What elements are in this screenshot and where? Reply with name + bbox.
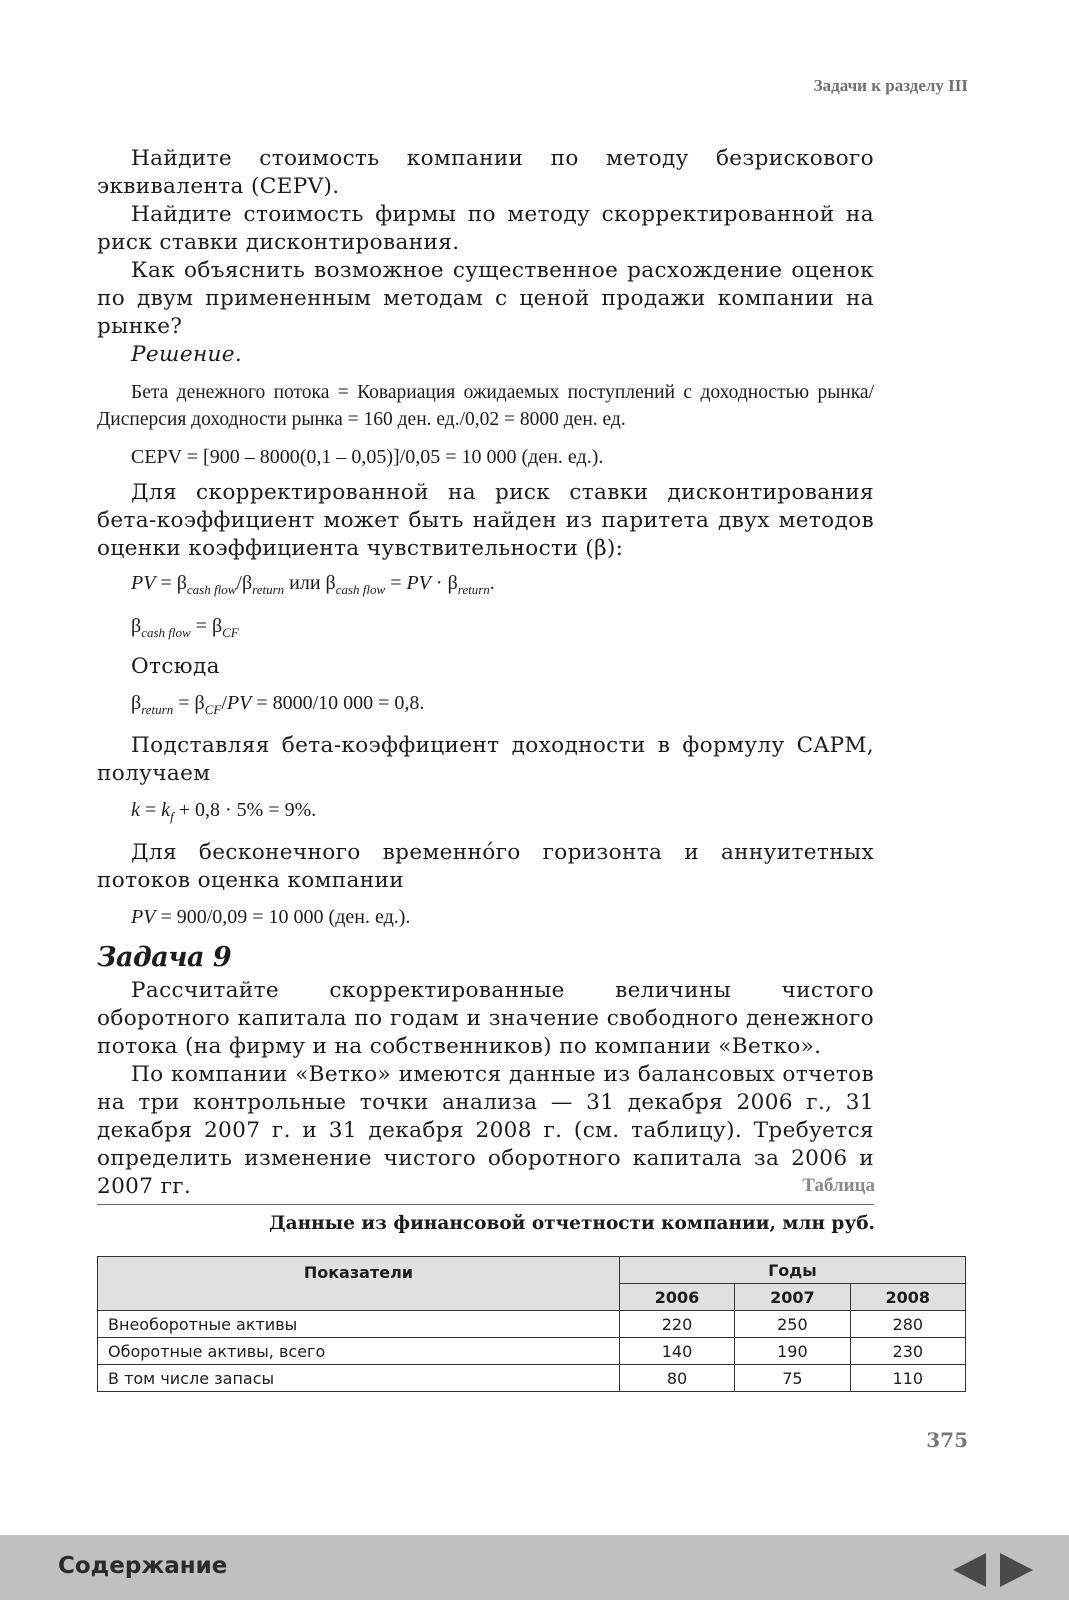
paragraph: Отсюда bbox=[131, 654, 220, 679]
footer-nav-bar bbox=[0, 1535, 1069, 1600]
table-label: Таблица bbox=[802, 1175, 875, 1196]
formula-parity: PV = $\beta_{cash flow}/\beta_{return}$ или $\beta_{cash flow}$ = PV · $\beta_{return}$. bbox=[131, 572, 495, 597]
formula-beta-cf: $\beta_{cash flow} = \beta_{CF}$ bbox=[131, 615, 239, 640]
row-name: В том числе запасы bbox=[98, 1365, 620, 1392]
paragraph: Найдите стоимость фирмы по методу скорректированной на риск ставки дисконтирования. bbox=[97, 202, 874, 255]
cell-value: 250 bbox=[735, 1311, 850, 1338]
financial-table bbox=[97, 1256, 966, 1392]
prev-page-arrow-icon[interactable] bbox=[953, 1553, 986, 1587]
table-row bbox=[98, 1311, 966, 1338]
paragraph: Для скорректированной на риск ставки дисконтирования бета-коэффициент может быть найден из паритета двух методов оценки коэффициента чувствительности (β): bbox=[97, 480, 874, 561]
paragraph: Найдите стоимость компании по методу безрискового эквивалента (CEPV). bbox=[97, 146, 874, 199]
running-head: Задачи к разделу III bbox=[813, 76, 968, 95]
year-header: 2006 bbox=[619, 1284, 734, 1311]
formula-capm: $k = k_f + 0,8 \cdot 5\% = 9\%$. bbox=[131, 799, 317, 824]
task-title: Задача 9 bbox=[97, 942, 232, 973]
paragraph: Подставляя бета-коэффициент доходности в формулу CAPM, получаем bbox=[97, 733, 874, 786]
cell-value: 190 bbox=[735, 1338, 850, 1365]
year-header: 2008 bbox=[850, 1284, 965, 1311]
page-number: 375 bbox=[926, 1428, 968, 1452]
paragraph: По компании «Ветко» имеются данные из балансовых отчетов на три контрольные точки анализа — 31 декабря 2006 г., 31 декабря 2007 г. и 31 декабря 2008 г. (см. таблицу). Требуется определить изменение чистого оборотного капитала за 2006 и 2007 гг. bbox=[97, 1062, 874, 1199]
paragraph: Рассчитайте скорректированные величины чистого оборотного капитала по годам и значение свободного денежного потока (на фирму и на собственников) по компании «Ветко». bbox=[97, 978, 874, 1059]
solution-label: Решение. bbox=[131, 342, 243, 367]
paragraph: Как объяснить возможное существенное расхождение оценок по двум примененным методам с ценой продажи компании на рынке? bbox=[97, 258, 874, 339]
formula-pv: PV = 900/0,09 = 10 000 (ден. ед.). bbox=[131, 906, 411, 928]
cell-value: 280 bbox=[850, 1311, 965, 1338]
cell-value: 110 bbox=[850, 1365, 965, 1392]
cell-value: 75 bbox=[735, 1365, 850, 1392]
cell-value: 80 bbox=[619, 1365, 734, 1392]
table-row bbox=[98, 1338, 966, 1365]
formula-cepv: CEPV = [900 – 8000(0,1 – 0,05)]/0,05 = 10 000 (ден. ед.). bbox=[131, 446, 604, 468]
year-header: 2007 bbox=[735, 1284, 850, 1311]
page-content bbox=[97, 145, 874, 1201]
cell-value: 140 bbox=[619, 1338, 734, 1365]
header-indicators: Показатели bbox=[98, 1257, 620, 1311]
next-page-arrow-icon[interactable] bbox=[1000, 1553, 1033, 1587]
paragraph: Для бесконечного временнóго горизонта и аннуитетных потоков оценка компании bbox=[97, 840, 874, 893]
solution-text: Бета денежного потока = Ковариация ожидаемых поступлений с доходностью рынка/Дисперсия доходности рынка = 160 ден. ед./0,02 = 8000 ден. ед. bbox=[97, 382, 874, 430]
table-row bbox=[98, 1365, 966, 1392]
formula-beta-return: $\beta_{return} = \beta_{CF}/PV = 8000/10$ 000 = 0,8. bbox=[131, 692, 425, 717]
table-rule bbox=[97, 1204, 874, 1205]
cell-value: 220 bbox=[619, 1311, 734, 1338]
row-name: Оборотные активы, всего bbox=[98, 1338, 620, 1365]
table-caption: Данные из финансовой отчетности компании, млн руб. bbox=[269, 1213, 875, 1234]
cell-value: 230 bbox=[850, 1338, 965, 1365]
contents-link[interactable]: Содержание bbox=[58, 1553, 228, 1579]
row-name: Внеоборотные активы bbox=[98, 1311, 620, 1338]
header-years: Годы bbox=[619, 1257, 965, 1284]
